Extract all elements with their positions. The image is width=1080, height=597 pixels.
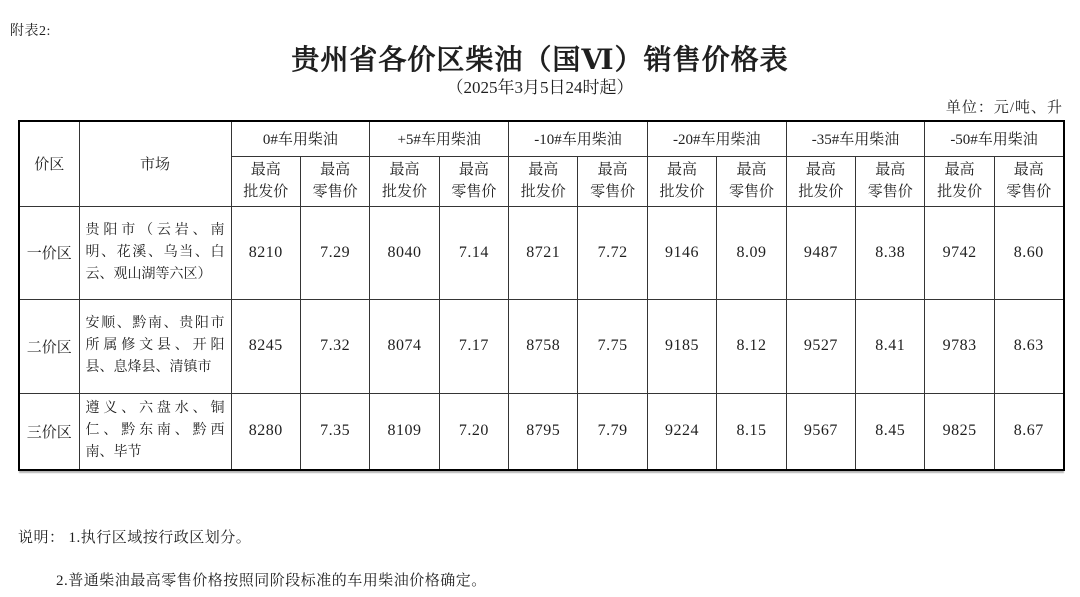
price-cell: 7.72 <box>578 206 647 299</box>
price-cell: 8245 <box>231 299 300 393</box>
price-cell: 8.60 <box>994 206 1063 299</box>
header-group-row <box>19 121 1064 156</box>
price-cell: 8.09 <box>717 206 786 299</box>
subheader-line2: 批发价 <box>659 184 705 200</box>
subheader-line2: 批发价 <box>243 184 289 200</box>
col-group-diesel-minus50: -50#车用柴油 <box>925 121 1064 156</box>
effective-date-subtitle: （2025年3月5日24时起） <box>446 78 634 97</box>
subheader-line1: 最高 <box>667 162 698 178</box>
price-cell: 7.35 <box>300 393 369 470</box>
market-cell: 遵义、六盘水、铜仁、黔东南、黔西南、毕节 <box>79 393 231 470</box>
price-cell: 8074 <box>370 299 439 393</box>
subheader-line1: 最高 <box>944 162 975 178</box>
zone-cell: 三价区 <box>19 393 79 470</box>
notes-line-2 <box>56 569 487 590</box>
subheader-wholesale-3 <box>647 156 716 206</box>
col-group-diesel-minus20: -20#车用柴油 <box>647 121 786 156</box>
subheader-retail-2 <box>578 156 647 206</box>
col-header-zone: 价区 <box>19 121 79 206</box>
subheader-line2: 批发价 <box>520 184 566 200</box>
appendix-label: 附表2: <box>10 24 51 39</box>
price-cell: 8.41 <box>856 299 925 393</box>
price-cell: 8.12 <box>717 299 786 393</box>
subheader-line1: 最高 <box>528 162 559 178</box>
price-cell: 8.45 <box>856 393 925 470</box>
table-row-zone3 <box>19 393 1064 470</box>
subheader-line2: 零售价 <box>728 184 774 200</box>
zone-cell: 二价区 <box>19 299 79 393</box>
col-group-diesel-0: 0#车用柴油 <box>231 121 370 156</box>
price-cell: 9185 <box>647 299 716 393</box>
subheader-line2: 零售价 <box>1006 184 1052 200</box>
unit-label: 单位：元/吨、升 <box>945 100 1063 116</box>
price-cell: 9527 <box>786 299 855 393</box>
note-item-2: 2.普通柴油最高零售价格按照同阶段标准的车用柴油价格确定。 <box>56 573 487 589</box>
subheader-line1: 最高 <box>320 162 351 178</box>
price-cell: 8758 <box>509 299 578 393</box>
subheader-wholesale-5 <box>925 156 994 206</box>
subheader-line1: 最高 <box>389 162 420 178</box>
price-cell: 8.15 <box>717 393 786 470</box>
price-cell: 8.38 <box>856 206 925 299</box>
subheader-line2: 零售价 <box>590 184 636 200</box>
market-cell: 安顺、黔南、贵阳市所属修文县、开阳县、息烽县、清镇市 <box>79 299 231 393</box>
subheader-wholesale-4 <box>786 156 855 206</box>
price-cell: 8040 <box>370 206 439 299</box>
subheader-retail-1 <box>439 156 508 206</box>
col-group-diesel-plus5: +5#车用柴油 <box>370 121 509 156</box>
subheader-wholesale-0 <box>231 156 300 206</box>
price-cell: 8.63 <box>994 299 1063 393</box>
price-cell: 9487 <box>786 206 855 299</box>
price-cell: 7.75 <box>578 299 647 393</box>
diesel-price-table <box>18 120 1065 471</box>
price-cell: 9825 <box>925 393 994 470</box>
subheader-line2: 批发价 <box>798 184 844 200</box>
notes-line-1 <box>18 526 251 547</box>
price-cell: 7.32 <box>300 299 369 393</box>
col-header-market: 市场 <box>79 121 231 206</box>
price-cell: 8721 <box>509 206 578 299</box>
subheader-line2: 零售价 <box>451 184 497 200</box>
zone-cell: 一价区 <box>19 206 79 299</box>
subheader-line1: 最高 <box>1013 162 1044 178</box>
price-cell: 9224 <box>647 393 716 470</box>
subheader-retail-0 <box>300 156 369 206</box>
col-group-diesel-minus35: -35#车用柴油 <box>786 121 925 156</box>
subheader-line1: 最高 <box>597 162 628 178</box>
price-cell: 8795 <box>509 393 578 470</box>
subheader-line2: 零售价 <box>867 184 913 200</box>
subheader-line1: 最高 <box>805 162 836 178</box>
market-cell: 贵阳市（云岩、南明、花溪、乌当、白云、观山湖等六区） <box>79 206 231 299</box>
price-cell: 8109 <box>370 393 439 470</box>
subheader-retail-3 <box>717 156 786 206</box>
subheader-line2: 零售价 <box>312 184 358 200</box>
subheader-retail-4 <box>856 156 925 206</box>
subheader-line1: 最高 <box>736 162 767 178</box>
price-cell: 8210 <box>231 206 300 299</box>
price-cell: 9742 <box>925 206 994 299</box>
price-cell: 7.20 <box>439 393 508 470</box>
col-group-diesel-minus10: -10#车用柴油 <box>509 121 648 156</box>
price-cell: 7.17 <box>439 299 508 393</box>
table-row-zone1 <box>19 206 1064 299</box>
subheader-wholesale-1 <box>370 156 439 206</box>
price-cell: 7.29 <box>300 206 369 299</box>
subheader-line1: 最高 <box>250 162 281 178</box>
subheader-retail-5 <box>994 156 1063 206</box>
subheader-line1: 最高 <box>875 162 906 178</box>
note-item-1: 1.执行区域按行政区划分。 <box>68 530 252 546</box>
price-cell: 9783 <box>925 299 994 393</box>
price-cell: 9567 <box>786 393 855 470</box>
page-title: 贵州省各价区柴油（国Ⅵ）销售价格表 <box>291 45 789 76</box>
subheader-line2: 批发价 <box>381 184 427 200</box>
price-cell: 8.67 <box>994 393 1063 470</box>
price-cell: 7.79 <box>578 393 647 470</box>
notes-label: 说明： <box>18 530 65 546</box>
subheader-wholesale-2 <box>509 156 578 206</box>
price-cell: 7.14 <box>439 206 508 299</box>
table-row-zone2 <box>19 299 1064 393</box>
price-cell: 9146 <box>647 206 716 299</box>
subheader-line2: 批发价 <box>937 184 983 200</box>
subheader-line1: 最高 <box>458 162 489 178</box>
price-cell: 8280 <box>231 393 300 470</box>
